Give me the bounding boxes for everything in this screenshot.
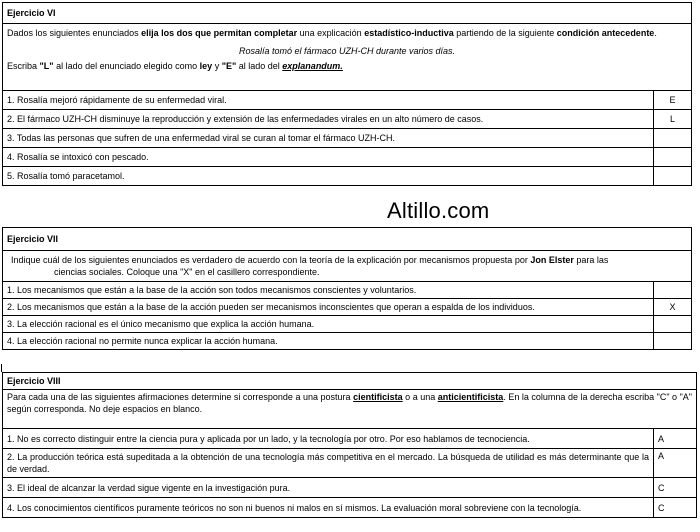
- exercise-7-table: [2, 227, 692, 350]
- answer-cell[interactable]: C: [654, 478, 697, 498]
- exercise-7-instructions: Indique cuál de los siguientes enunciados es verdadero de acuerdo con la teoría de la explicación por mecanismos propuesta por Jon Elster para las ciencias sociales. Coloque una "X" en el casillero correspondiente.: [3, 251, 692, 282]
- watermark: Altillo.com: [387, 198, 490, 223]
- exercise-6-row: 2. El fármaco UZH-CH disminuye la reproducción y extensión de las enfermedades virales en un alto número de casos. L: [3, 110, 692, 129]
- answer-cell[interactable]: [654, 167, 692, 186]
- answer-cell[interactable]: [654, 129, 692, 148]
- exercise-6-instructions: [3, 24, 692, 91]
- exercise-8-row: 3. El ideal de alcanzar la verdad sigue vigente en la investigación pura. C: [3, 478, 697, 498]
- exercise-6-antecedent: Rosalía tomó el fármaco UZH-CH durante varios días.: [238, 46, 456, 56]
- exercise-6-table: [2, 2, 692, 186]
- exercise-6-row: 5. Rosalía tomó paracetamol.: [3, 167, 692, 186]
- answer-cell[interactable]: C: [654, 498, 697, 518]
- exercise-8-header: [3, 373, 697, 390]
- exercise-6-row: 1. Rosalía mejoró rápidamente de su enfermedad viral. E: [3, 91, 692, 110]
- exercise-7-intro: Indique cuál de los siguientes enunciados es verdadero de acuerdo con la teoría de la explicación por mecanismos propuesta por Jon Elster para las: [11, 255, 609, 265]
- exercise-6-row: 4. Rosalía se intoxicó con pescado.: [3, 148, 692, 167]
- exercise-7-header: [3, 228, 692, 251]
- answer-cell[interactable]: A: [654, 429, 697, 449]
- exercise-8-instructions: [3, 390, 697, 429]
- exercise-8-row: 4. Los conocimientos científicos puramente teóricos no son ni buenos ni malos en sí mismos. La evaluación moral sobreviene con la tecnología. C: [3, 498, 697, 518]
- answer-cell[interactable]: L: [654, 110, 692, 129]
- exercise-8-row: 2. La producción teórica está supeditada a la obtención de una tecnología más competitiva en el mercado. La búsqueda de utilidad es más determinante que la de verdad. A: [3, 449, 697, 478]
- exercise-6-header: [3, 3, 692, 24]
- exercise-7-row: 4. La elección racional no permite nunca explicar la acción humana.: [3, 333, 692, 350]
- answer-cell[interactable]: [654, 282, 692, 299]
- answer-cell[interactable]: A: [654, 449, 697, 478]
- exercise-6-title: Ejercicio VI: [3, 3, 692, 24]
- answer-cell[interactable]: [654, 316, 692, 333]
- exercise-7-row: 3. La elección racional es el único mecanismo que explica la acción humana.: [3, 316, 692, 333]
- exercise-7-row: 1. Los mecanismos que están a la base de la acción son todos mecanismos conscientes y voluntarios.: [3, 282, 692, 299]
- exercise-6-row: 3. Todas las personas que sufren de una enfermedad viral se curan al tomar el fármaco UZH-CH.: [3, 129, 692, 148]
- exercise-8-table: [2, 372, 697, 518]
- answer-cell[interactable]: [654, 148, 692, 167]
- exercise-7-title: Ejercicio VII: [3, 228, 692, 251]
- answer-cell[interactable]: [654, 333, 692, 350]
- exercise-8-title: Ejercicio VIII: [3, 373, 697, 390]
- exercise-6-intro: Dados los siguientes enunciados elija los dos que permitan completar una explicación estadístico-inductiva partiendo de la siguiente condición antecedente.: [7, 28, 657, 38]
- answer-cell[interactable]: E: [654, 91, 692, 110]
- exercise-7-row: 2. Los mecanismos que están a la base de la acción pueden ser mecanismos inconscientes que operan a espalda de los individuos. X: [3, 299, 692, 316]
- exercise-6-instruction: Escriba "L" al lado del enunciado elegido como ley y "E" al lado del explanandum.: [7, 61, 343, 71]
- exercise-8-row: 1. No es correcto distinguir entre la ciencia pura y aplicada por un lado, y la tecnología por otro. Por eso hablamos de tecnociencia. A: [3, 429, 697, 449]
- cursor-mark: [1, 364, 2, 372]
- exercise-8-intro: Para cada una de las siguientes afirmaciones determine si corresponde a una postura cientificista o a una anticientificista. En la columna de la derecha escriba "C" o "A" según corresponda. No deje espacios en blanco.: [7, 392, 692, 414]
- answer-cell[interactable]: X: [654, 299, 692, 316]
